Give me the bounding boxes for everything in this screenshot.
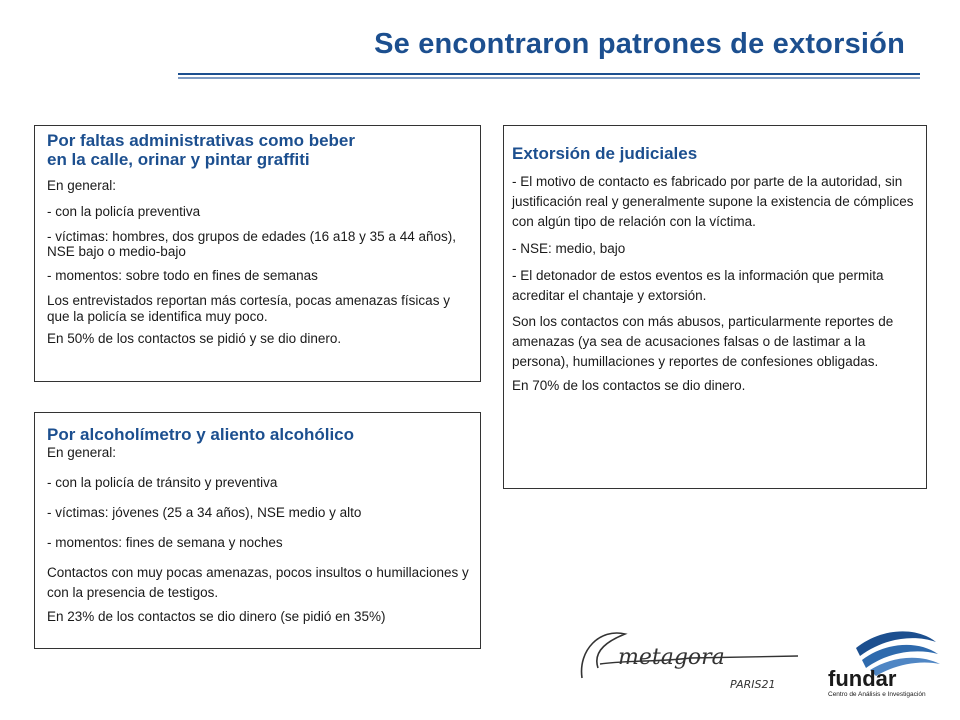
- judicial-extortion-box: [503, 125, 927, 489]
- metagora-signature-text: metagora: [618, 645, 725, 670]
- alcohol-police-text: - con la policía de tránsito y preventiva: [47, 475, 278, 490]
- judicial-trigger-text: - El detonador de estos eventos es la información que permita acreditar el chantaje y extorsión.: [512, 268, 884, 303]
- admin-faults-box: [34, 125, 481, 382]
- alcohol-contacts-text: Contactos con muy pocas amenazas, pocos insultos o humillaciones y con la presencia de testigos.: [47, 565, 469, 600]
- title-underline: [178, 73, 920, 79]
- metagora-signature-logo: [570, 620, 810, 700]
- admin-police-text: - con la policía preventiva: [47, 204, 201, 219]
- judicial-motive-text: - El motivo de contacto es fabricado por parte de la autoridad, sin justificación real y generalmente supone la existencia de cómplices con algún tipo de relación con la víctima.: [512, 174, 914, 229]
- alcohol-victims-text: - víctimas: jóvenes (25 a 34 años), NSE medio y alto: [47, 505, 362, 520]
- breathalyzer-box: [34, 412, 481, 649]
- alcohol-general-label: En general:: [47, 445, 117, 460]
- judicial-abuses-text: Son los contactos con más abusos, particularmente reportes de amenazas (ya sea de acusaciones falsas o de lastimar a la persona), humillaciones y reportes de confesiones obligadas.: [512, 314, 894, 369]
- admin-faults-heading: [47, 131, 470, 169]
- judicial-heading: Extorsión de judiciales: [512, 144, 698, 163]
- page-title: Se encontraron patrones de extorsión: [374, 28, 905, 60]
- admin-general-label: En general:: [47, 178, 117, 193]
- judicial-nse-text: - NSE: medio, bajo: [512, 241, 626, 256]
- breathalyzer-heading: Por alcoholímetro y aliento alcohólico: [47, 425, 355, 444]
- fundar-logo: [826, 620, 946, 700]
- alcohol-moments-text: - momentos: fines de semana y noches: [47, 535, 283, 550]
- fundar-logo-sub: Centro de Análisis e Investigación: [828, 691, 926, 698]
- admin-heading-line1: Por faltas administrativas como beber: [47, 131, 355, 150]
- admin-money-text: En 50% de los contactos se pidió y se dio dinero.: [47, 331, 342, 346]
- admin-heading-line2: en la calle, orinar y pintar graffiti: [47, 150, 310, 169]
- paris21-text: PARIS21: [730, 678, 776, 691]
- judicial-money-text: En 70% de los contactos se dio dinero.: [512, 378, 746, 393]
- admin-moments-text: - momentos: sobre todo en fines de semanas: [47, 268, 318, 283]
- alcohol-money-text: En 23% de los contactos se dio dinero (se pidió en 35%): [47, 609, 386, 624]
- admin-victims-text: - víctimas: hombres, dos grupos de edades (16 a18 y 35 a 44 años), NSE bajo o medio-bajo: [47, 229, 456, 259]
- fundar-logo-name: fundar: [828, 666, 897, 691]
- admin-interviews-text: Los entrevistados reportan más cortesía, pocas amenazas físicas y que la policía se identifica muy poco.: [47, 293, 450, 324]
